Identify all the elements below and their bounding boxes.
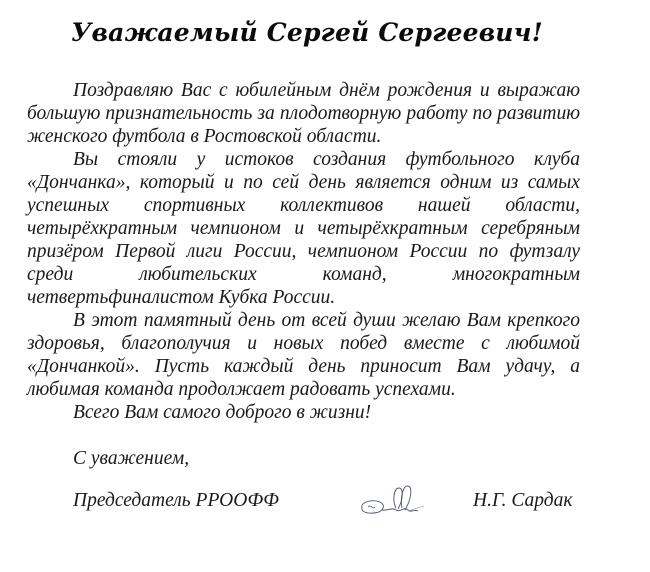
letter-body [27, 79, 580, 424]
signer-position: Председатель РРООФФ [73, 490, 279, 511]
paragraph-final-wish: Всего Вам самого доброго в жизни! [73, 402, 372, 423]
paragraph-wishes: В этот памятный день от всей души желаю Вам крепкого здоровья, благополучия и новых побед вместе с любимой «Дончанкой». Пусть каждый день приносит Вам удачу, а любимая команда продолжает радовать успехами. [27, 310, 580, 400]
signature-icon [358, 480, 428, 520]
signer-name: Н.Г. Сардак [473, 490, 573, 511]
closing-text: С уважением, [73, 448, 190, 469]
salutation-heading: Уважаемый Сергей Сергеевич! [71, 18, 543, 47]
paragraph-history: Вы стояли у истоков создания футбольного клуба «Дончанка», который и по сей день является одним из самых успешных спортивных коллективов нашей области, четырёхкратным чемпионом и четырёхкратным серебряным призёром Первой лиги России, чемпионом России по футзалу среди любительских команд, многократным четвертьфиналистом Кубка России. [27, 149, 580, 308]
paragraph-congratulation: Поздравляю Вас с юбилейным днём рождения и выражаю большую признательность за плодотворную работу по развитию женского футбола в Ростовской области. [27, 80, 580, 147]
